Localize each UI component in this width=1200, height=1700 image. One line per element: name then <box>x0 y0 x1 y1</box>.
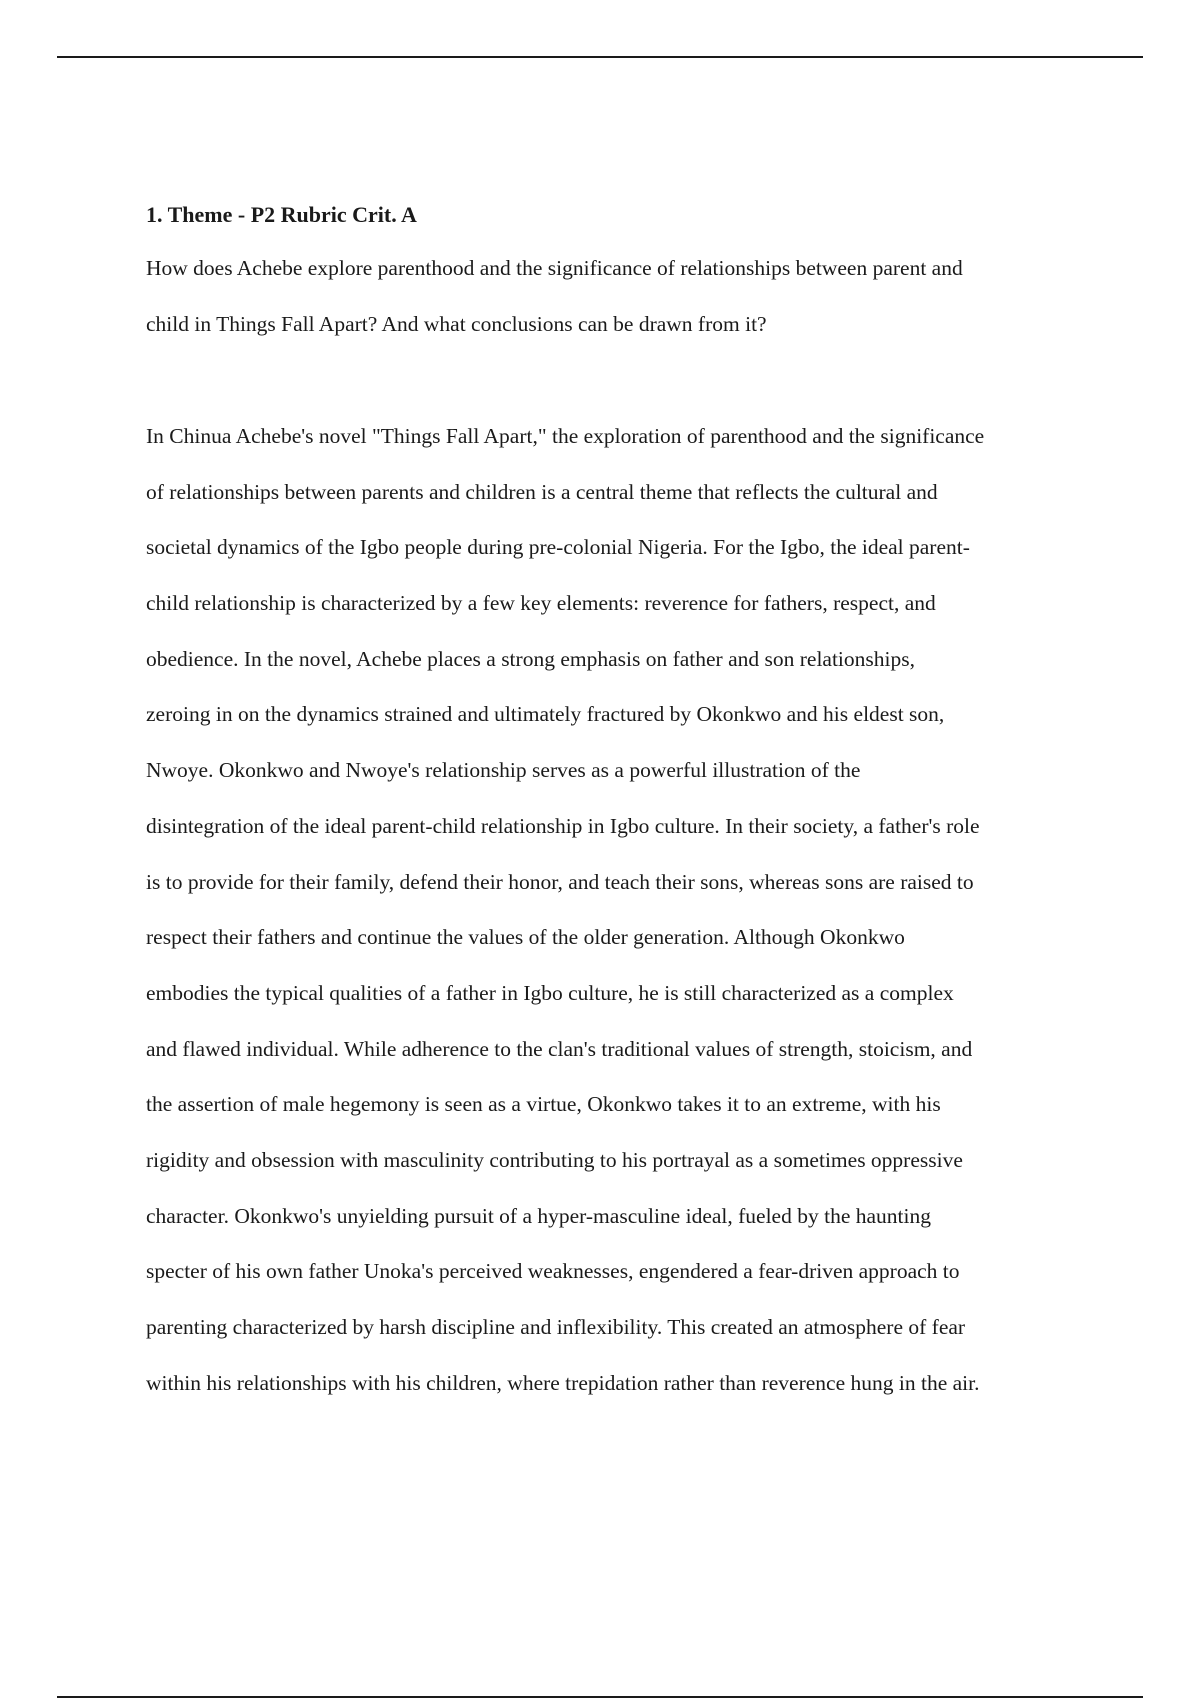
essay-line: of relationships between parents and children is a central theme that reflects the cultural and <box>146 479 938 504</box>
essay-line: parenting characterized by harsh discipline and inflexibility. This created an atmosphere of fear <box>146 1315 966 1339</box>
essay-line: within his relationships with his children, where trepidation rather than reverence hung in the air. <box>146 1370 980 1395</box>
essay-line: specter of his own father Unoka's perceived weaknesses, engendered a fear-driven approach to <box>146 1259 960 1284</box>
question-line: How does Achebe explore parenthood and the significance of relationships between parent and <box>146 256 963 280</box>
essay-line: is to provide for their family, defend their honor, and teach their sons, whereas sons are raised to <box>146 869 974 894</box>
essay-line: In Chinua Achebe's novel "Things Fall Apart," the exploration of parenthood and the significance <box>146 424 985 448</box>
essay-line: character. Okonkwo's unyielding pursuit of a hyper-masculine ideal, fueled by the haunting <box>146 1203 931 1228</box>
essay-line: obedience. In the novel, Achebe places a strong emphasis on father and son relationships, <box>146 646 915 671</box>
question-line: child in Things Fall Apart? And what conclusions can be drawn from it? <box>146 312 767 336</box>
essay-line: and flawed individual. While adherence to the clan's traditional values of strength, stoicism, and <box>146 1036 973 1061</box>
essay-line: child relationship is characterized by a few key elements: reverence for fathers, respect, and <box>146 591 936 616</box>
essay-question <box>146 240 963 352</box>
essay-line: rigidity and obsession with masculinity contributing to his portrayal as a sometimes oppressive <box>146 1147 963 1172</box>
essay-line: zeroing in on the dynamics strained and ultimately fractured by Okonkwo and his eldest son, <box>146 702 945 727</box>
footer-rule <box>57 1696 1143 1698</box>
essay-paragraph <box>146 409 984 1411</box>
essay-line: societal dynamics of the Igbo people during pre-colonial Nigeria. For the Igbo, the ideal parent- <box>146 535 970 560</box>
essay-line: Nwoye. Okonkwo and Nwoye's relationship serves as a powerful illustration of the <box>146 758 861 783</box>
header-rule <box>57 56 1143 58</box>
document-body <box>146 198 1086 1395</box>
essay-line: embodies the typical qualities of a father in Igbo culture, he is still characterized as a complex <box>146 980 954 1005</box>
essay-line: respect their fathers and continue the values of the older generation. Although Okonkwo <box>146 925 905 950</box>
essay-line: disintegration of the ideal parent-child relationship in Igbo culture. In their society, a father's role <box>146 813 980 838</box>
section-heading: 1. Theme - P2 Rubric Crit. A <box>146 202 417 227</box>
essay-line: the assertion of male hegemony is seen as a virtue, Okonkwo takes it to an extreme, with his <box>146 1092 941 1117</box>
